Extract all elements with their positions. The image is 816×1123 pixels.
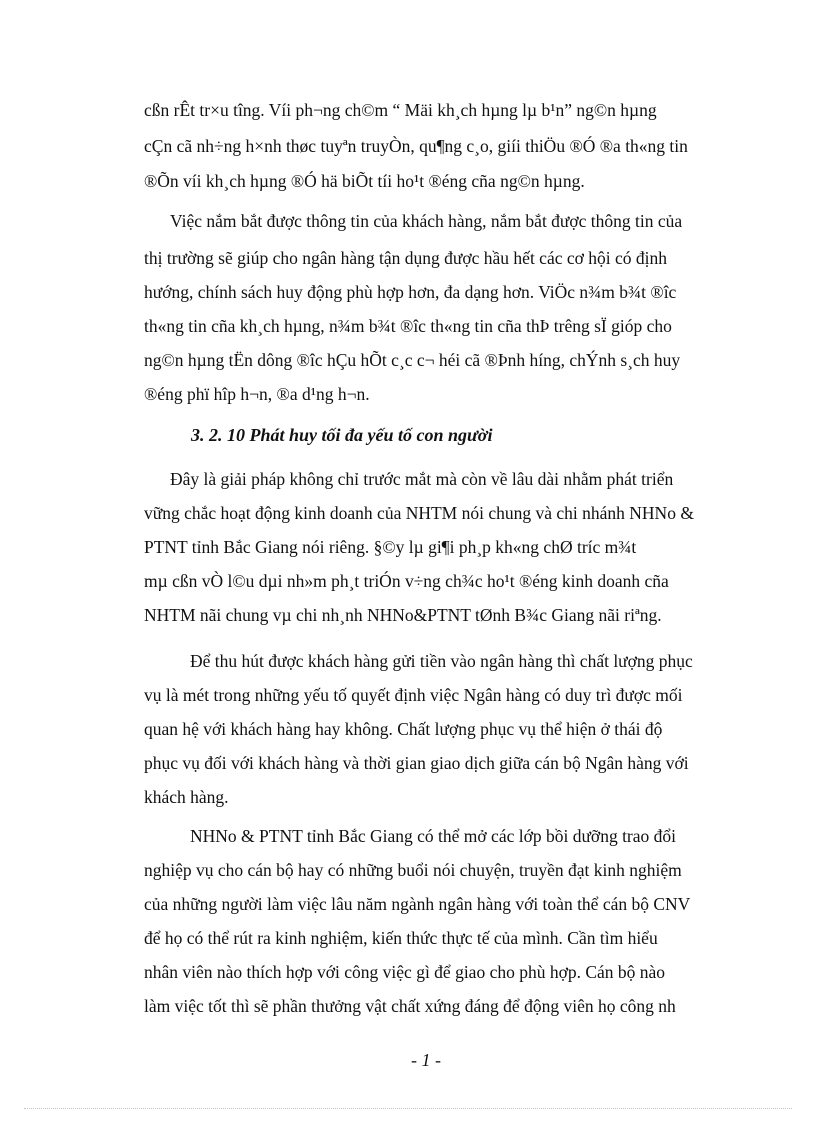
text-line: th«ng tin cña kh¸ch hµng, n¾m b¾t ®îc th«ng tin cña thÞ trêng sÏ gióp cho	[144, 316, 672, 336]
text-line: vững chắc hoạt động kinh doanh của NHTM nói chung và chi nhánh NHNo &	[144, 503, 694, 523]
text-line: của những người làm việc lâu năm ngành ngân hàng với toàn thể cán bộ CNV	[144, 894, 691, 914]
text-line: NHTM nãi chung vµ chi nh¸nh NHNo&PTNT tØnh B¾c Giang nãi riªng.	[144, 605, 662, 625]
text-line: ®éng phï hîp h¬n, ®a d¹ng h¬n.	[144, 384, 370, 404]
text-line: cßn rÊt tr×u tîng. Víi ph¬ng ch©m “ Mäi kh¸ch hµng lµ b¹n” ng©n hµng	[144, 100, 657, 120]
text-line: quan hệ với khách hàng hay không. Chất lượng phục vụ thể hiện ở thái độ	[144, 719, 663, 739]
footer-dotted-rule	[24, 1108, 792, 1109]
text-line: nhân viên nào thích hợp với công việc gì để giao cho phù hợp. Cán bộ nào	[144, 962, 666, 982]
text-line: Để thu hút được khách hàng gửi tiền vào ngân hàng thì chất lượng phục	[190, 651, 693, 671]
text-line: để họ có thể rút ra kinh nghiệm, kiến thức thực tế của mình. Cần tìm hiểu	[144, 928, 658, 948]
text-line: vụ là mét trong những yếu tố quyết định việc Ngân hàng có duy trì được mối	[144, 685, 683, 705]
text-line: hướng, chính sách huy động phù hợp hơn, đa dạng hơn. ViÖc n¾m b¾t ®îc	[144, 282, 677, 302]
text-line: PTNT tỉnh Bắc Giang nói riêng. §©y lµ gi¶i ph¸p kh«ng chØ tríc m¾t	[144, 537, 637, 557]
text-line: phục vụ đối với khách hàng và thời gian giao dịch giữa cán bộ Ngân hàng với	[144, 753, 689, 773]
text-line: làm việc tốt thì sẽ phần thưởng vật chất xứng đáng để động viên họ công nh	[144, 996, 676, 1016]
text-line: ng©n hµng tËn dông ®îc hÇu hÕt c¸c c¬ héi cã ®Þnh híng, chÝnh s¸ch huy	[144, 350, 681, 370]
text-line: Việc nắm bắt được thông tin của khách hàng, nắm bắt được thông tin của	[170, 211, 683, 231]
text-line: nghiệp vụ cho cán bộ hay có những buổi nói chuyện, truyền đạt kinh nghiệm	[144, 860, 682, 880]
text-line: cÇn cã nh÷ng h×nh thøc tuyªn truyÒn, qu¶ng c¸o, giíi thiÖu ®Ó ®a th«ng tin	[144, 136, 688, 156]
text-line: NHNo & PTNT tỉnh Bắc Giang có thể mở các lớp bồi dưỡng trao đổi	[190, 826, 677, 846]
text-line: thị trường sẽ giúp cho ngân hàng tận dụng được hầu hết các cơ hội có định	[144, 248, 667, 268]
text-line: Đây là giải pháp không chỉ trước mắt mà còn về lâu dài nhằm phát triển	[170, 469, 674, 489]
text-line: khách hàng.	[144, 787, 229, 807]
text-line: mµ cßn vÒ l©u dµi nh»m ph¸t triÓn v÷ng ch¾c ho¹t ®éng kinh doanh cña	[144, 571, 669, 591]
text-line: ®Õn víi kh¸ch hµng ®Ó hä biÕt tíi ho¹t ®éng cña ng©n hµng.	[144, 171, 585, 191]
page-number: - 1 -	[411, 1050, 441, 1070]
section-heading: 3. 2. 10 Phát huy tối đa yếu tố con người	[191, 425, 493, 445]
